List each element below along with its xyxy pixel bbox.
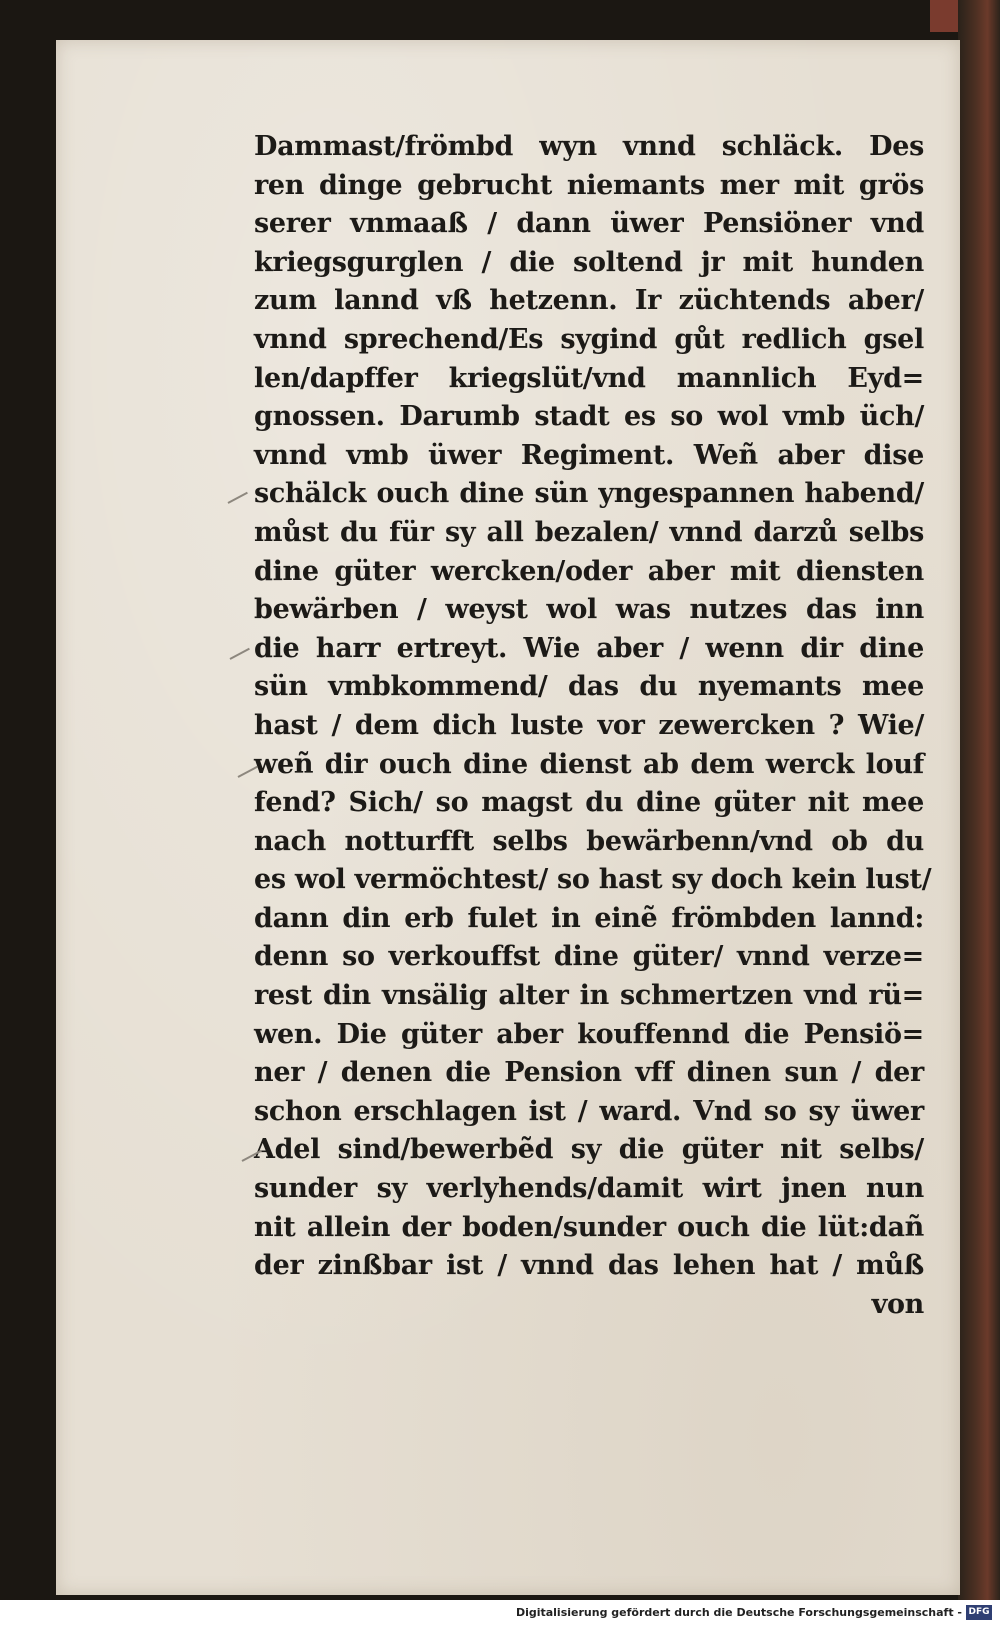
text-line: gnossen. Darumb stadt es so wol vmb üch/ <box>254 401 924 433</box>
margin-pencil-mark <box>230 648 250 660</box>
text-line: rest din vnsälig alter in schmertzen vnd rü= <box>254 980 924 1012</box>
text-line: dine güter wercken/oder aber mit diensten <box>254 555 924 587</box>
text-line: nit allein der boden/sunder ouch die lüt:dañ <box>254 1211 924 1243</box>
text-line: vnnd vmb üwer Regiment. Weñ aber dise <box>254 439 924 471</box>
text-line: Adel sind/bewerbẽd sy die güter nit selbs/ <box>254 1134 924 1166</box>
text-line: len/dapffer kriegslüt/vnd mannlich Eyd= <box>254 362 924 394</box>
digitization-footer <box>0 1600 1000 1627</box>
text-line: sün vmbkommend/ das du nyemants mee <box>254 671 924 703</box>
text-line: der zinßbar ist / vnnd das lehen hat / můß <box>254 1250 924 1282</box>
text-line: kriegsgurglen / die soltend jr mit hunden <box>254 246 924 278</box>
text-line: ner / denen die Pension vff dinen sun / der <box>254 1057 924 1089</box>
text-line: bewärben / weyst wol was nutzes das inn <box>254 594 924 626</box>
text-line: weñ dir ouch dine dienst ab dem werck louf <box>254 748 924 780</box>
text-line: die harr ertreyt. Wie aber / wenn dir dine <box>254 632 924 664</box>
text-line: sunder sy verlyhends/damit wirt jnen nun <box>254 1173 924 1205</box>
book-page <box>56 40 960 1595</box>
text-line: schon erschlagen ist / ward. Vnd so sy üwer <box>254 1095 924 1127</box>
margin-pencil-mark <box>228 492 248 504</box>
text-line: es wol vermöchtest/ so hast sy doch kein lust/ <box>254 864 932 896</box>
text-line: zum lannd vß hetzenn. Ir züchtends aber/ <box>254 285 924 317</box>
text-line: můst du für sy all bezalen/ vnnd darzů selbs <box>254 516 924 548</box>
text-line: dann din erb fulet in einẽ frömbden lannd: <box>254 902 924 934</box>
binding-board-edge <box>958 0 1000 1600</box>
text-line: ren dinge gebrucht niemants mer mit grös <box>254 169 924 201</box>
text-line: schälck ouch dine sün yngespannen habend/ <box>254 478 924 510</box>
text-line: fend? Sich/ so magst du dine güter nit mee <box>254 787 924 819</box>
text-line: Dammast/frömbd wyn vnnd schläck. Des <box>254 131 924 162</box>
text-line: serer vnmaaß / dann üwer Pensiöner vnd <box>254 208 924 240</box>
catchword: von <box>871 1288 924 1320</box>
text-line: wen. Die güter aber kouffennd die Pensiö= <box>254 1018 924 1050</box>
page-text-block <box>254 128 932 1324</box>
text-line: hast / dem dich luste vor zewercken ? Wie/ <box>254 709 924 741</box>
text-line: vnnd sprechend/Es sygind gůt redlich gsel <box>254 323 924 355</box>
funding-credit: Digitalisierung gefördert durch die Deutsche Forschungsgemeinschaft - <box>515 1606 962 1619</box>
text-line: nach notturfft selbs bewärbenn/vnd ob du <box>254 825 924 857</box>
dfg-logo: DFG <box>966 1605 992 1620</box>
text-line: denn so verkouffst dine güter/ vnnd verze= <box>254 941 924 973</box>
